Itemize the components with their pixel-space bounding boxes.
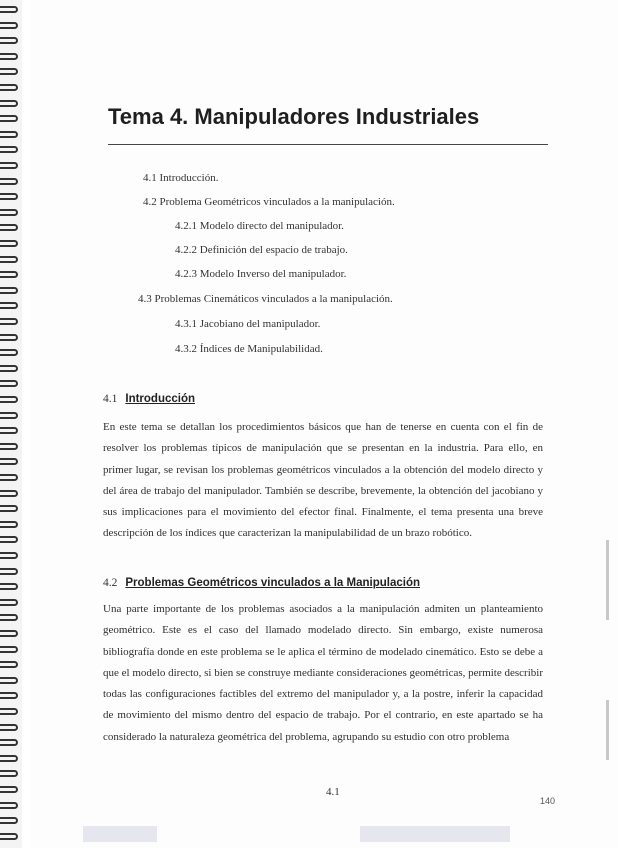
binding-ring [0,224,18,231]
toc-item: 4.2.2 Definición del espacio de trabajo. [175,244,348,256]
binding-ring [0,474,18,481]
title-divider [108,144,548,145]
binding-ring [0,287,18,294]
binding-ring [0,162,18,169]
binding-ring [0,443,18,450]
toc-item: 4.2.3 Modelo Inverso del manipulador. [175,268,347,280]
binding-ring [0,365,18,372]
section-heading-geometric [103,577,420,589]
binding-ring [0,349,18,356]
binding-ring [0,84,18,91]
binding-ring [0,256,18,263]
toc-item: 4.2.1 Modelo directo del manipulador. [175,220,344,232]
scan-shadow [83,826,157,842]
binding-ring [0,427,18,434]
binding-ring [0,412,18,419]
binding-ring [0,458,18,465]
binding-ring [0,6,18,13]
binding-ring [0,802,18,809]
binding-ring [0,708,18,715]
binding-ring [0,599,18,606]
spiral-binding [0,0,22,848]
binding-ring [0,146,18,153]
binding-ring [0,552,18,559]
document-page [30,0,618,848]
binding-ring [0,193,18,200]
binding-ring [0,68,18,75]
stamp-number: 140 [540,796,556,806]
toc-item: 4.2 Problema Geométricos vinculados a la manipulación. [143,196,395,208]
scan-shadow [360,826,510,842]
binding-ring [0,37,18,44]
scan-edge-mark [606,540,609,620]
binding-ring [0,677,18,684]
binding-ring [0,739,18,746]
binding-ring [0,490,18,497]
binding-ring [0,115,18,122]
binding-ring [0,786,18,793]
section-body-geometric: Una parte importante de los problemas asociados a la manipulación admiten un planteamiento geométrico. Este es el caso del llamado modelado directo. Sin embargo, existe numerosa bibliografía donde en este problema se le aplica el término de modelado cinemático. Esto se debe a que el modelo directo, si bien se construye mediante consideraciones geométricas, permite describir todas las configuraciones factibles del extremo del manipulador y, a la postre, inferir la capacidad de movimiento del mismo dentro del espacio de trabajo. Por el contrario, en este apartado se ha considerado la naturaleza geométrica del problema, agrupando su estudio con otro problema [103,603,543,743]
binding-ring [0,271,18,278]
binding-ring [0,334,18,341]
binding-ring [0,318,18,325]
toc-item: 4.3.1 Jacobiano del manipulador. [175,318,321,330]
binding-ring [0,568,18,575]
binding-ring [0,583,18,590]
section-number: 4.1 [103,393,118,405]
binding-ring [0,396,18,403]
scan-edge-mark [606,700,609,760]
binding-ring [0,302,18,309]
binding-ring [0,53,18,60]
binding-ring [0,22,18,29]
binding-ring [0,209,18,216]
binding-ring [0,505,18,512]
section-body-intro: En este tema se detallan los procedimientos básicos que han de tenerse en cuenta con el fin de resolver los problemas típicos de manipulación que se presentan en la industria. Para ello, en primer lugar, se revisan los problemas geométricos vinculados a la obtención del modelo directo y del área de trabajo del manipulador. También se describe, brevemente, la obtención del jacobiano y sus implicaciones para el movimiento del efector final. Finalmente, el tema presenta una breve descripción de los índices que caracterizan la manipulabilidad de un brazo robótico. [103,421,543,540]
binding-ring [0,724,18,731]
page-title: Tema 4. Manipuladores Industriales [108,104,480,129]
binding-ring [0,536,18,543]
section-title: Introducción [125,393,196,405]
section-title: Problemas Geométricos vinculados a la Manipulación [125,577,420,589]
binding-ring [0,692,18,699]
binding-ring [0,770,18,777]
binding-ring [0,240,18,247]
binding-ring [0,614,18,621]
binding-ring [0,661,18,668]
binding-ring [0,178,18,185]
binding-ring [0,131,18,138]
page-number: 4.1 [326,786,340,798]
binding-ring [0,521,18,528]
toc-item: 4.3.2 Índices de Manipulabilidad. [175,343,323,355]
binding-ring [0,755,18,762]
toc-item: 4.3 Problemas Cinemáticos vinculados a la manipulación. [138,293,393,305]
section-number: 4.2 [103,577,118,589]
toc-item: 4.1 Introducción. [143,172,219,184]
binding-ring [0,817,18,824]
section-heading-intro [103,393,195,405]
binding-ring [0,646,18,653]
binding-ring [0,100,18,107]
binding-ring [0,630,18,637]
binding-ring [0,833,18,840]
binding-ring [0,380,18,387]
